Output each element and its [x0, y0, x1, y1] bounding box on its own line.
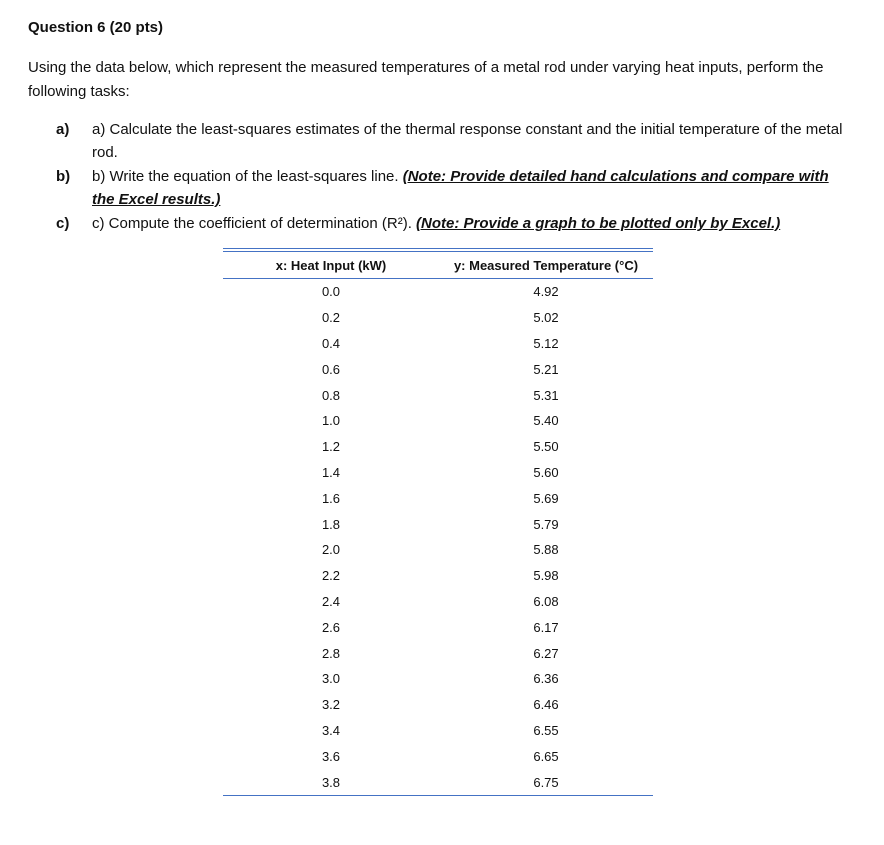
task-text [92, 165, 852, 211]
cell-x: 1.4 [321, 464, 341, 480]
task-text [92, 212, 852, 235]
cell-x: 1.0 [321, 413, 341, 429]
table-row [223, 408, 653, 434]
cell-x: 2.4 [321, 593, 341, 609]
cell-x: 2.2 [321, 568, 341, 584]
cell-x: 0.6 [321, 361, 341, 377]
cell-y: 6.55 [533, 722, 559, 738]
task-label: c) [56, 215, 70, 232]
cell-y: 6.17 [533, 619, 559, 635]
header-y: y: Measured Temperature (°C) [453, 257, 639, 273]
cell-y: 6.27 [533, 645, 559, 661]
cell-y: 6.36 [533, 671, 559, 687]
task-note: (Note: Provide a graph to be plotted only by Excel.) [416, 215, 781, 232]
cell-y: 5.88 [533, 542, 559, 558]
task-body: c) Compute the coefficient of determination (R²). [92, 215, 417, 232]
cell-x: 3.2 [321, 697, 341, 713]
table-row [223, 718, 653, 744]
cell-x: 0.0 [321, 284, 341, 300]
table-row [223, 563, 653, 589]
table-row [223, 640, 653, 666]
cell-y: 5.69 [533, 490, 559, 506]
cell-y: 5.12 [533, 335, 559, 351]
cell-x: 3.8 [321, 774, 341, 790]
table-row [223, 769, 653, 795]
task-body: b) Write the equation of the least-squares line. [92, 168, 403, 185]
table-row [223, 614, 653, 640]
table-row [223, 382, 653, 408]
table-row [223, 589, 653, 615]
cell-y: 6.75 [533, 774, 559, 790]
table-row [223, 666, 653, 692]
task-note: (Note: Provide detailed hand calculations and compare with the Excel results.) [92, 168, 829, 208]
cell-x: 0.8 [321, 387, 341, 403]
cell-x: 0.2 [321, 310, 341, 326]
cell-y: 5.40 [533, 413, 559, 429]
cell-x: 2.0 [321, 542, 341, 558]
cell-y: 5.02 [533, 310, 559, 326]
data-table [223, 252, 653, 278]
task-label: a) [56, 121, 70, 138]
intro-paragraph: Using the data below, which represent the measured temperatures of a metal rod under varying heat inputs, perform the following tasks: [28, 59, 824, 100]
table-row [223, 537, 653, 563]
table-row [223, 485, 653, 511]
table-row [223, 434, 653, 460]
cell-x: 3.4 [321, 722, 341, 738]
task-label: b) [56, 168, 71, 185]
cell-x: 3.6 [321, 748, 341, 764]
cell-y: 5.98 [533, 568, 559, 584]
table-row [223, 511, 653, 537]
table-row [223, 331, 653, 357]
cell-y: 6.46 [533, 697, 559, 713]
data-table-body [223, 279, 653, 795]
table-header-row [223, 252, 653, 278]
table-row [223, 305, 653, 331]
cell-x: 0.4 [321, 335, 341, 351]
cell-x: 2.8 [321, 645, 341, 661]
task-body: a) Calculate the least-squares estimates of the thermal response constant and the initial temperature of the metal rod. [92, 121, 843, 161]
task-text [92, 118, 852, 164]
cell-x: 1.6 [321, 490, 341, 506]
cell-y: 4.92 [533, 284, 559, 300]
table-row [223, 692, 653, 718]
cell-y: 6.65 [533, 748, 559, 764]
cell-y: 5.50 [533, 439, 559, 455]
header-x: x: Heat Input (kW) [275, 257, 387, 273]
cell-x: 1.8 [321, 516, 341, 532]
cell-y: 5.21 [533, 361, 559, 377]
question-title: Question 6 (20 pts) [28, 19, 164, 36]
cell-x: 2.6 [321, 619, 341, 635]
table-row [223, 356, 653, 382]
data-table-container [223, 248, 653, 796]
cell-y: 5.79 [533, 516, 559, 532]
cell-y: 5.31 [533, 387, 559, 403]
cell-x: 1.2 [321, 439, 341, 455]
cell-y: 5.60 [533, 464, 559, 480]
table-row [223, 279, 653, 305]
cell-y: 6.08 [533, 593, 559, 609]
table-bottom-rule [223, 795, 653, 796]
cell-x: 3.0 [321, 671, 341, 687]
table-row [223, 743, 653, 769]
table-row [223, 460, 653, 486]
